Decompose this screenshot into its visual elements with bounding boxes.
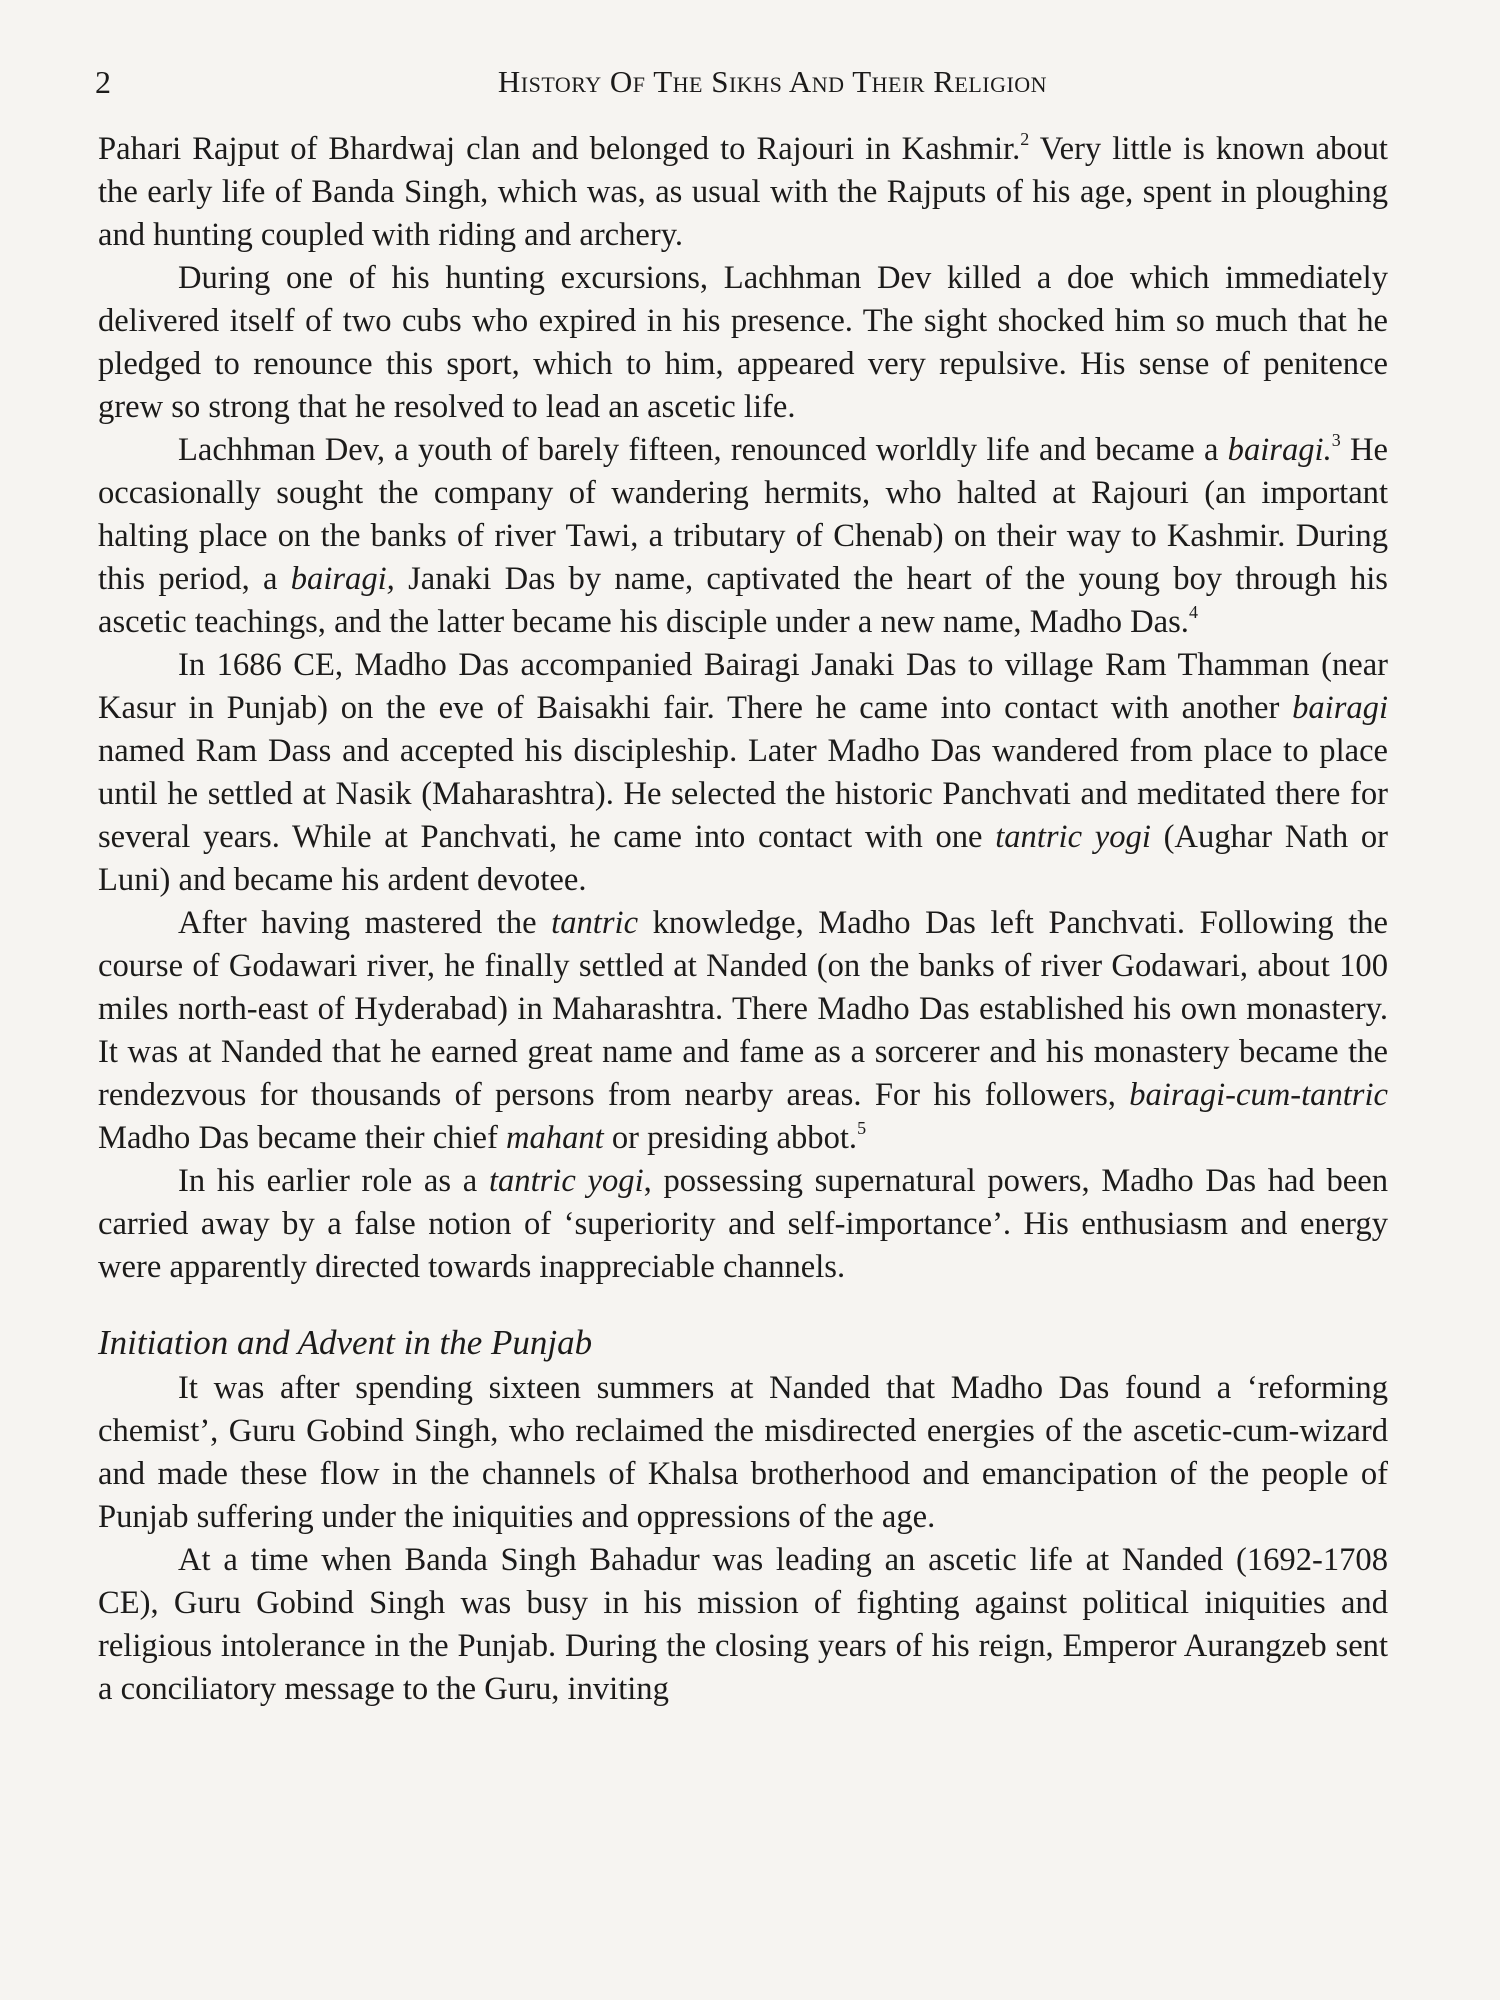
footnote-ref: 2	[1020, 129, 1030, 149]
section-heading: Initiation and Advent in the Punjab	[98, 1323, 593, 1362]
paragraph: During one of his hunting excursions, Lachhman Dev killed a doe which immediately delivered itself of two cubs who expired in his presence. The sight shocked him so much that he pledged to renounce this sport, which to him, appeared very repulsive. His sense of penitence grew so strong that he resolved to lead an ascetic life.	[98, 260, 1388, 425]
body-text	[98, 128, 1388, 1711]
footnote-ref: 3	[1331, 430, 1341, 450]
paragraph: In 1686 CE, Madho Das accompanied Bairagi Janaki Das to village Ram Thamman (near Kasur in Punjab) on the eve of Baisakhi fair. There he came into contact with another bairagi named Ram Dass and accepted his discipleship. Later Madho Das wandered from place to place until he settled at Nasik (Maharashtra). He selected the historic Panchvati and meditated there for several years. While at Panchvati, he came into contact with one tantric yogi (Aughar Nath or Luni) and became his ardent devotee.	[98, 647, 1389, 898]
running-head	[95, 62, 1390, 102]
paragraph: Pahari Rajput of Bhardwaj clan and belonged to Rajouri in Kashmir.$^2$ Very little is known about the early life of Banda Singh, which was, as usual with the Rajputs of his age, spent in ploughing and hunting coupled with riding and archery.	[98, 129, 1388, 253]
paragraph: Lachhman Dev, a youth of barely fifteen, renounced worldly life and became a bairagi.$^3$ He occasionally sought the company of wandering hermits, who halted at Rajouri (an important halting place on the banks of river Tawi, a tributary of Chenab) on their way to Kashmir. During this period, a bairagi, Janaki Das by name, captivated the heart of the young boy through his ascetic teachings, and the latter became his disciple under a new name, Madho Das.$^4$	[98, 430, 1388, 640]
footnote-ref: 4	[1188, 602, 1198, 622]
footnote-ref: 5	[857, 1118, 867, 1138]
paragraph: At a time when Banda Singh Bahadur was leading an ascetic life at Nanded (1692-1708 CE), Guru Gobind Singh was busy in his mission of fighting against political iniquities and religious intolerance in the Punjab. During the closing years of his reign, Emperor Aurangzeb sent a conciliatory message to the Guru, inviting	[98, 1542, 1388, 1707]
paragraph: After having mastered the tantric knowledge, Madho Das left Panchvati. Following the course of Godawari river, he finally settled at Nanded (on the banks of river Godawari, about 100 miles north-east of Hyderabad) in Maharashtra. There Madho Das established his own monastery. It was at Nanded that he earned great name and fame as a sorcerer and his monastery became the rendezvous for thousands of persons from nearby areas. For his followers, bairagi-cum-tantric Madho Das became their chief mahant or presiding abbot.$^5$	[98, 905, 1388, 1156]
page-number: 2	[95, 64, 111, 100]
paragraph: It was after spending sixteen summers at Nanded that Madho Das found a ‘reforming chemist’, Guru Gobind Singh, who reclaimed the misdirected energies of the ascetic-cum-wizard and made these flow in the channels of Khalsa brotherhood and emancipation of the people of Punjab suffering under the iniquities and oppressions of the age.	[98, 1370, 1388, 1535]
running-title: History Of The Sikhs And Their Religion	[497, 64, 1048, 99]
paragraph: In his earlier role as a tantric yogi, possessing supernatural powers, Madho Das had been carried away by a false notion of ‘superiority and self-importance’. His enthusiasm and energy were apparently directed towards inappreciable channels.	[98, 1163, 1388, 1285]
